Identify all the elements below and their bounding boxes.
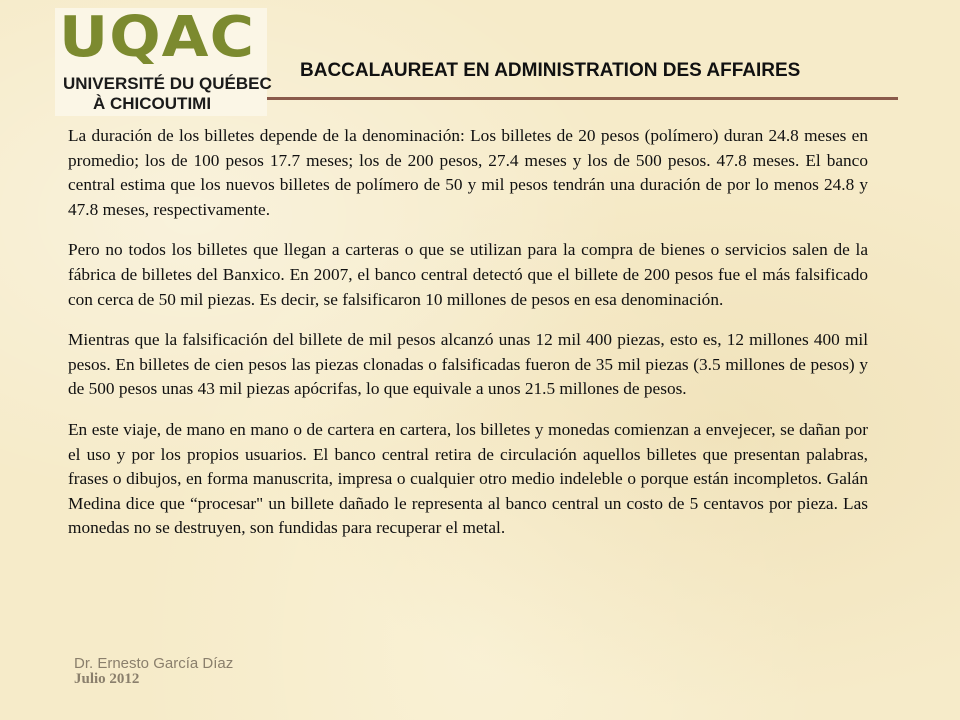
footer-author: Dr. Ernesto García Díaz — [74, 655, 234, 672]
paragraph-2: Pero no todos los billetes que llegan a carteras o que se utilizan para la compra de bienes o servicios salen de la fábrica de billetes del Banxico. En 2007, el banco central detectó que el billete de 200 pesos fue el más falsificado con cerca de 50 mil piezas. Es decir, se falsificaron 10 millones de pesos en esa denominación. — [68, 240, 868, 309]
logo-university-name: UNIVERSITÉ DU QUÉBEC — [63, 74, 272, 93]
slide-header-title: BACCALAUREAT EN ADMINISTRATION DES AFFAIRES — [300, 60, 801, 81]
paragraph-1: La duración de los billetes depende de la denominación: Los billetes de 20 pesos (polímero) duran 24.8 meses en promedio; los de 100 pesos 17.7 meses; los de 200 pesos, 27.4 meses y los de 500 pesos. 47.8 meses. El banco central estima que los nuevos billetes de polímero de 50 y mil pesos tendrán una duración de por lo menos 24.8 y 47.8 meses, respectivamente. — [68, 126, 868, 219]
logo-campus-name: À CHICOUTIMI — [93, 94, 212, 113]
header-divider — [267, 97, 898, 100]
footer-date: Julio 2012 — [74, 671, 140, 687]
university-logo — [55, 5, 272, 116]
paragraph-4: En este viaje, de mano en mano o de cartera en cartera, los billetes y monedas comienzan a envejecer, se dañan por el uso y por los propios usuarios. El banco central retira de circulación aquellos billetes que presentan palabras, frases o dibujos, en forma manuscrita, impresa o cualquier otro medio indeleble o porque están incompletos. Galán Medina dice que “procesar" un billete dañado le representa al banco central un costo de 5 centavos por pieza. Las monedas no se destruyen, son fundidas para recuperar el metal. — [68, 419, 868, 538]
logo-wordmark: UQAC — [59, 5, 256, 70]
paragraph-3: Mientras que la falsificación del billete de mil pesos alcanzó unas 12 mil 400 piezas, esto es, 12 millones 400 mil pesos. En billetes de cien pesos las piezas clonadas o falsificadas fueron de 35 mil piezas (3.5 millones de pesos) y de 500 pesos unas 43 mil piezas apócrifas, lo que equivale a unos 21.5 millones de pesos. — [68, 330, 868, 399]
slide-body — [68, 124, 868, 557]
